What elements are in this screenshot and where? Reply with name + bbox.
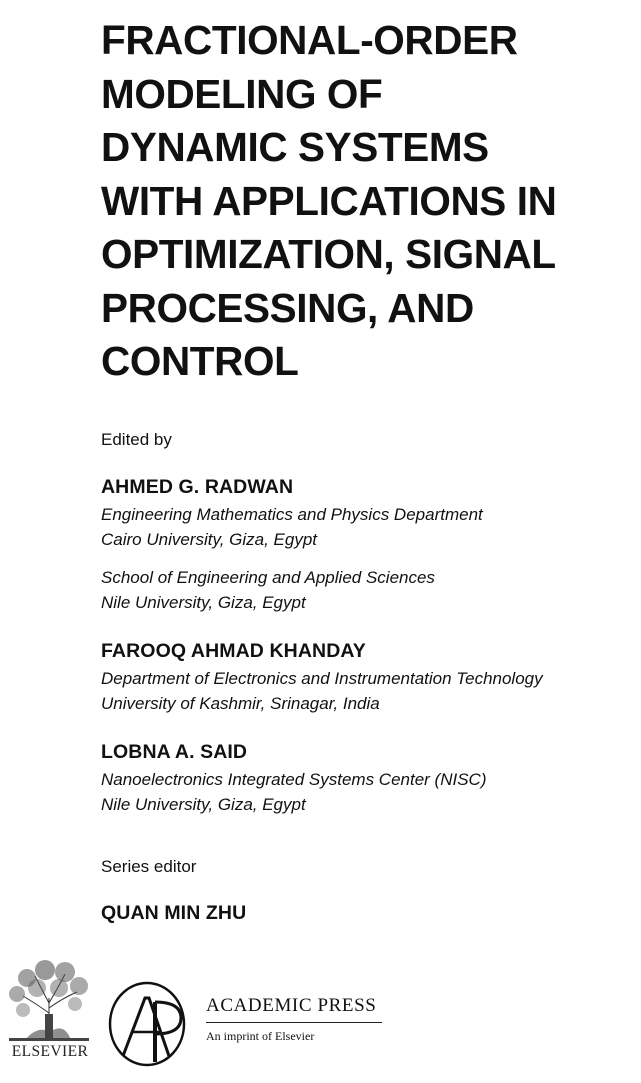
- affiliation-institution: Nile University, Giza, Egypt: [101, 795, 306, 814]
- series-editor-label: Series editor: [101, 857, 197, 876]
- title-line: PROCESSING, AND: [101, 284, 474, 331]
- affiliation-department: Nanoelectronics Integrated Systems Center (NISC): [101, 770, 487, 789]
- editor-name: FAROOQ AHMAD KHANDAY: [101, 640, 366, 662]
- editor-affiliation: [101, 767, 487, 817]
- affiliation-department: Department of Electronics and Instrumentation Technology: [101, 669, 543, 688]
- edited-by-label: Edited by: [101, 430, 172, 449]
- academic-press-wordmark: ACADEMIC PRESS: [206, 995, 377, 1016]
- editor-affiliation: [101, 666, 543, 716]
- affiliation-department: Engineering Mathematics and Physics Department: [101, 505, 483, 524]
- editor-affiliation: [101, 502, 483, 552]
- elsevier-wordmark: ELSEVIER: [11, 1043, 89, 1060]
- title-line: CONTROL: [101, 338, 299, 384]
- affiliation-institution: Cairo University, Giza, Egypt: [101, 530, 318, 549]
- affiliation-department: School of Engineering and Applied Sciences: [101, 568, 435, 587]
- editor-affiliation: [101, 565, 435, 615]
- title-line: OPTIMIZATION, SIGNAL: [101, 231, 556, 277]
- academic-press-divider: [206, 1022, 382, 1023]
- title-line: WITH APPLICATIONS IN: [101, 177, 557, 224]
- title-line: MODELING OF: [101, 70, 383, 117]
- book-title: [101, 14, 631, 389]
- academic-press-subtitle: An imprint of Elsevier: [206, 1029, 315, 1043]
- title-line: DYNAMIC SYSTEMS: [101, 124, 489, 170]
- series-editor-name: QUAN MIN ZHU: [101, 902, 247, 924]
- affiliation-institution: Nile University, Giza, Egypt: [101, 593, 306, 612]
- affiliation-institution: University of Kashmir, Srinagar, India: [101, 694, 380, 713]
- title-line: FRACTIONAL-ORDER: [101, 17, 518, 63]
- academic-press-logo: [105, 976, 191, 1072]
- editor-name: AHMED G. RADWAN: [101, 476, 294, 498]
- editor-name: LOBNA A. SAID: [101, 741, 248, 763]
